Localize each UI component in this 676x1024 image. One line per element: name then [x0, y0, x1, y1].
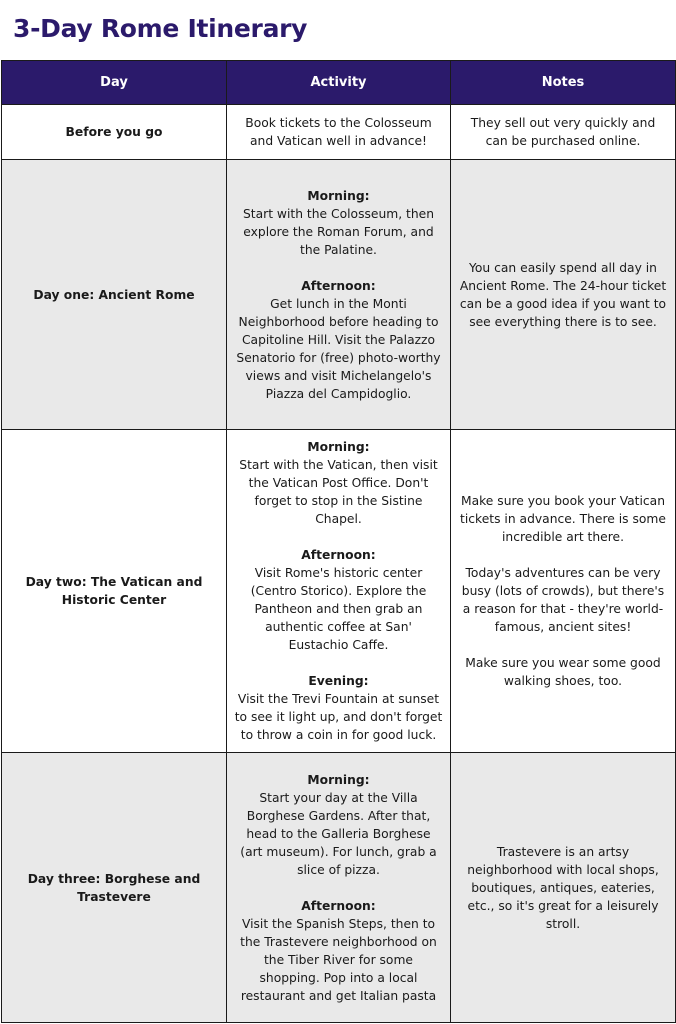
header-notes: Notes — [451, 61, 676, 105]
notes-text: They sell out very quickly and can be purchased online. — [470, 116, 656, 148]
activity-label: Afternoon: — [301, 278, 376, 293]
notes-text: Trastevere is an artsy neighborhood with local shops, boutiques, antiques, eateries, etc., so it's great for a leisurely stroll. — [467, 844, 659, 931]
activity-text: Start with the Vatican, then visit the Vatican Post Office. Don't forget to stop in the Sistine Chapel. — [239, 458, 438, 526]
activity-cell — [227, 160, 451, 430]
notes-text: Make sure you wear some good walking shoes, too. — [465, 656, 661, 688]
activity-label: Morning: — [307, 440, 370, 454]
activity-label: Morning: — [307, 188, 370, 203]
activity-text: Get lunch in the Monti Neighborhood before heading to Capitoline Hill. Visit the Palazzo Senatorio for (free) photo-worthy views and visit Michelangelo's Piazza del Campidoglio. — [236, 296, 441, 401]
activity-cell — [227, 430, 451, 753]
activity-text: Visit Rome's historic center (Centro Storico). Explore the Pantheon and then grab an authentic coffee at San' Eustachio Caffe. — [250, 566, 427, 652]
activity-label: Afternoon: — [301, 548, 376, 562]
notes-cell — [451, 160, 676, 430]
table-row — [2, 105, 676, 160]
day-cell: Day one: Ancient Rome — [2, 160, 227, 430]
activity-text: Start with the Colosseum, then explore the Roman Forum, and the Palatine. — [242, 206, 435, 257]
activity-label: Evening: — [308, 674, 369, 688]
activity-text: Visit the Spanish Steps, then to the Trastevere neighborhood on the Tiber River for some shopping. Pop into a local restaurant and get Italian pasta — [240, 916, 437, 1003]
day-cell: Day two: The Vatican and Historic Center — [2, 430, 227, 753]
activity-label: Morning: — [307, 772, 370, 787]
activity-text: Start your day at the Villa Borghese Gardens. After that, head to the Galleria Borghese (art museum). For lunch, grab a slice of pizza. — [240, 790, 437, 877]
notes-text: Make sure you book your Vatican tickets in advance. There is some incredible art there. — [460, 494, 666, 544]
activity-label: Afternoon: — [301, 898, 376, 913]
activity-cell — [227, 105, 451, 160]
header-row — [2, 61, 676, 105]
header-day: Day — [2, 61, 227, 105]
notes-text: You can easily spend all day in Ancient Rome. The 24-hour ticket can be a good idea if you want to see everything there is to see. — [459, 260, 667, 329]
itinerary-table — [1, 60, 676, 1023]
notes-cell — [451, 753, 676, 1023]
table-row — [2, 430, 676, 753]
notes-cell — [451, 105, 676, 160]
activity-text: Book tickets to the Colosseum and Vatican well in advance! — [245, 116, 432, 148]
day-cell: Before you go — [2, 105, 227, 160]
notes-cell — [451, 430, 676, 753]
header-activity: Activity — [227, 61, 451, 105]
notes-text: Today's adventures can be very busy (lots of crowds), but there's a reason for that - they're world-famous, ancient sites! — [461, 566, 665, 634]
activity-cell — [227, 753, 451, 1023]
day-cell: Day three: Borghese and Trastevere — [2, 753, 227, 1023]
activity-text: Visit the Trevi Fountain at sunset to see it light up, and don't forget to throw a coin in for good luck. — [234, 692, 443, 742]
table-row — [2, 160, 676, 430]
table-row — [2, 753, 676, 1023]
page-title: 3-Day Rome Itinerary — [13, 14, 308, 43]
